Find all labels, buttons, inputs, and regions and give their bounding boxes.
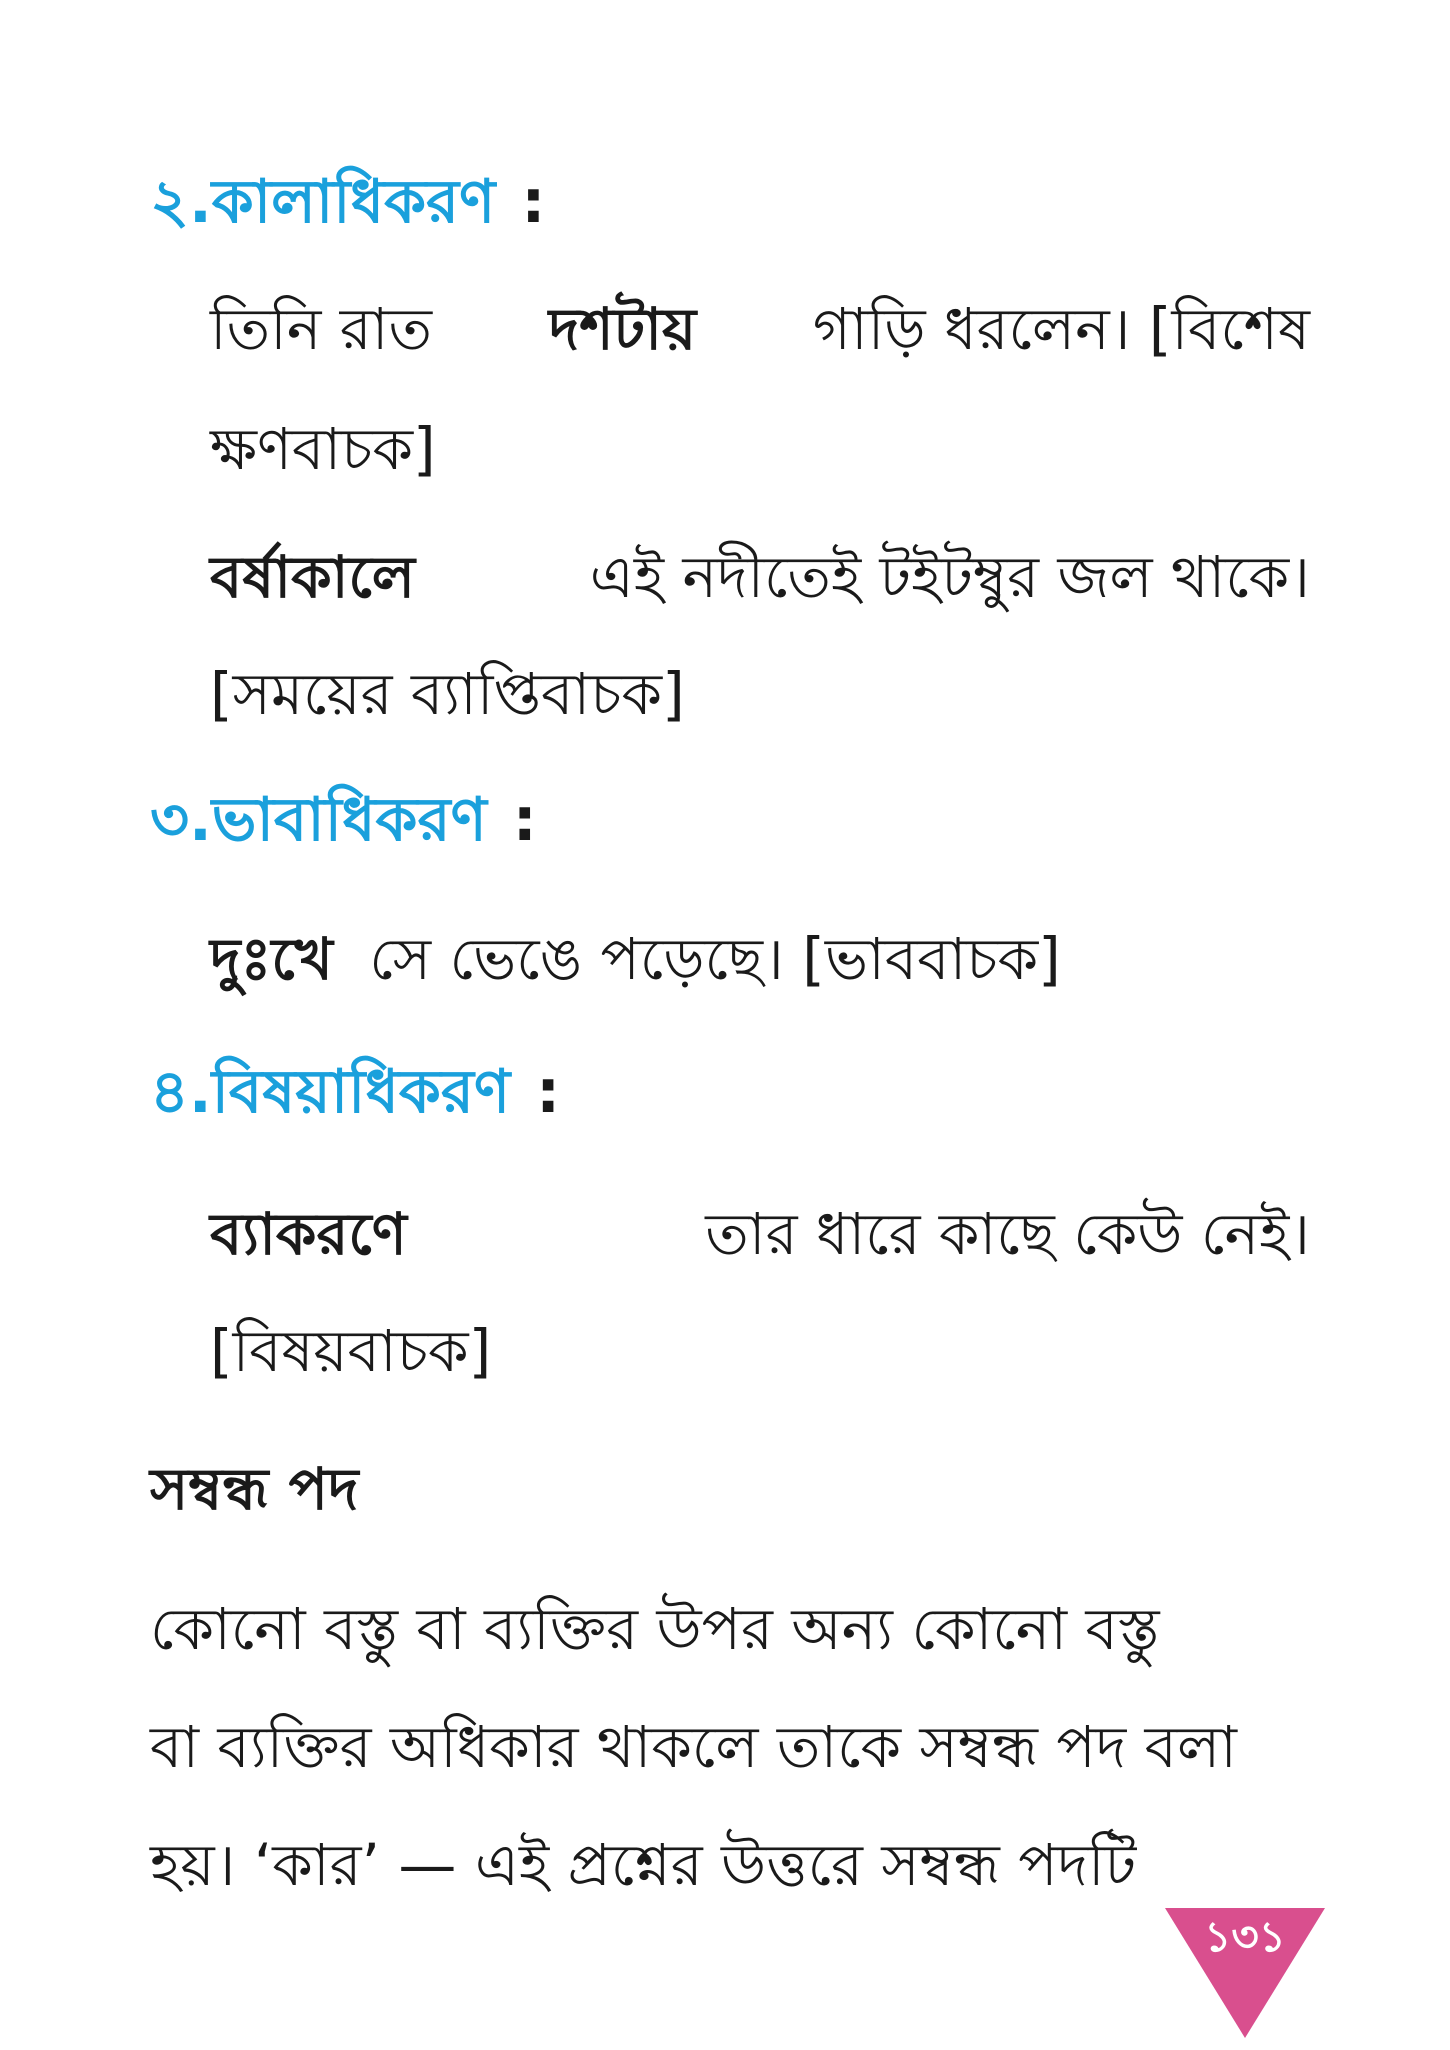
heading-kaladhikaran xyxy=(150,167,546,237)
heading-bhabadhikaran xyxy=(150,785,537,855)
example-line-cont: [বিষয়বাচক] xyxy=(210,1317,492,1385)
heading-title: ৪.বিষয়াধিকরণ xyxy=(150,1057,511,1127)
example-bold-word: দশটায় xyxy=(548,295,697,363)
heading-bishayadhikaran xyxy=(150,1057,561,1127)
example-text-post: তার ধারে কাছে কেউ নেই। xyxy=(705,1200,1310,1268)
example-text-pre: তিনি রাত xyxy=(210,295,433,363)
page-number: ১৩১ xyxy=(1204,1912,1286,1961)
heading-title: ৩.ভাবাধিকরণ xyxy=(150,785,487,855)
example-line xyxy=(210,543,1310,611)
heading-colon: : xyxy=(521,167,546,237)
example-text-post: গাড়ি ধরলেন। [বিশেষ xyxy=(812,295,1310,363)
page-number-badge xyxy=(1165,1908,1325,2038)
example-bold-word: বর্ষাকালে xyxy=(210,543,415,611)
paragraph-line: বা ব্যক্তির অধিকার থাকলে তাকে সম্বন্ধ পদ বলা xyxy=(150,1713,1237,1781)
example-bold-word: দুঃখে xyxy=(210,925,333,993)
example-line-cont: [সময়ের ব্যাপ্তিবাচক] xyxy=(210,660,685,728)
section-heading-sambandha: সম্বন্ধ পদ xyxy=(150,1455,359,1523)
example-line-cont: ক্ষণবাচক] xyxy=(210,415,436,483)
heading-colon: : xyxy=(512,785,537,855)
example-line xyxy=(210,1200,1310,1268)
example-line xyxy=(210,925,1061,993)
example-line xyxy=(210,295,1310,363)
example-bold-word: ব্যাকরণে xyxy=(210,1200,407,1268)
paragraph-line: হয়। ‘কার’ — এই প্রশ্নের উত্তরে সম্বন্ধ পদটি xyxy=(150,1831,1137,1899)
example-text-post: সে ভেঙে পড়েছে। [ভাববাচক] xyxy=(369,925,1061,993)
heading-colon: : xyxy=(536,1057,561,1127)
example-text-post: এই নদীতেই টইটম্বুর জল থাকে। xyxy=(589,543,1310,611)
heading-title: ২.কালাধিকরণ xyxy=(150,167,496,237)
paragraph-line: কোনো বস্তু বা ব্যক্তির উপর অন্য কোনো বস্তু xyxy=(150,1595,1160,1663)
